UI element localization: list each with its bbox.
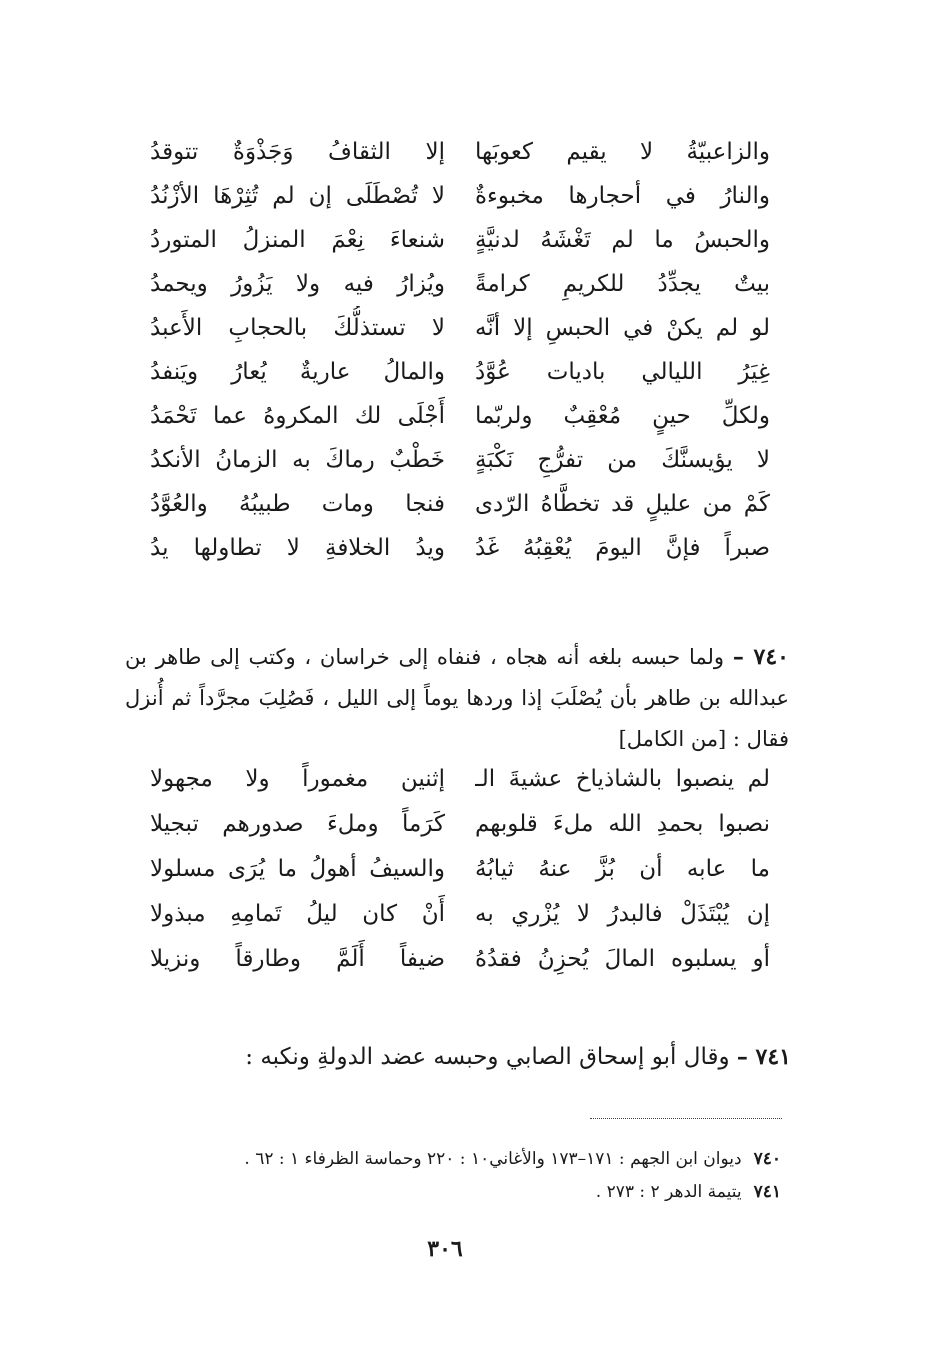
hemistich-first: والنارُ في أحجارها مخبوءةٌ xyxy=(475,183,770,209)
verse xyxy=(150,438,770,482)
footnotes xyxy=(141,1143,781,1209)
verse xyxy=(150,482,770,526)
verse xyxy=(150,130,770,174)
hemistich-first: لا يؤيسنَّكَ من تفرُّجِ نَكْبَةٍ xyxy=(475,447,770,473)
verse xyxy=(150,174,770,218)
hemistich-second: لا تُصْطَلَى إن لم تُثِرْهَا الأزْنُدُ xyxy=(150,183,445,209)
hemistich-first: ما عابه أن بُزَّ عنهُ ثيابُهُ xyxy=(475,856,770,882)
item-number: ٧٤٠ – xyxy=(732,644,789,670)
footnote-number: ٧٤٠ xyxy=(753,1149,781,1169)
verse xyxy=(150,350,770,394)
paragraph-740 xyxy=(125,637,789,760)
hemistich-first: بيتٌ يجدِّدُ للكريمِ كرامةً xyxy=(475,271,770,297)
hemistich-first: نصبوا بحمدِ الله ملءَ قلوبهم xyxy=(475,811,770,837)
hemistich-first: والزاعبيّةُ لا يقيم كعوبَها xyxy=(475,139,770,165)
hemistich-first: لم ينصبوا بالشاذياخ عشيةَ الـ xyxy=(475,766,770,792)
verse xyxy=(150,937,770,982)
hemistich-first: أو يسلبوه المالَ يُحزِنُ فقدُهُ xyxy=(475,946,770,972)
hemistich-second: خَطْبٌ رماكَ به الزمانُ الأنكدُ xyxy=(150,447,445,473)
verse xyxy=(150,757,770,802)
hemistich-first: كَمْ من عليلٍ قد تخطَّاهُ الرّدى xyxy=(475,491,770,517)
footnote-divider xyxy=(590,1118,782,1119)
hemistich-second: لا تستذلُّكَ بالحجابِ الأَعبدُ xyxy=(150,315,445,341)
paragraph-741 xyxy=(131,1037,791,1078)
verse xyxy=(150,218,770,262)
footnote xyxy=(141,1176,781,1209)
verse xyxy=(150,394,770,438)
hemistich-second: كَرَماً وملءَ صدورهم تبجيلا xyxy=(150,811,445,837)
verse xyxy=(150,526,770,570)
hemistich-second: إثنين مغموراً ولا مجهولا xyxy=(150,766,445,792)
hemistich-second: ويُزارُ فيه ولا يَزُورُ ويحمدُ xyxy=(150,271,445,297)
verse xyxy=(150,262,770,306)
footnote-number: ٧٤١ xyxy=(753,1182,781,1202)
poem-block-2 xyxy=(150,757,770,983)
hemistich-second: إلا الثقافُ وَجَذْوَةٌ تتوقدُ xyxy=(150,139,445,165)
hemistich-second: شنعاءَ نِعْمَ المنزلُ المتوردُ xyxy=(150,227,445,253)
paragraph-text: ولما حبسه بلغه أنه هجاه ، فنفاه إلى خراسان ، وكتب إلى طاهر بن عبدالله بن طاهر بأن يُصْلَبَ إذا وردها يوماً إلى الليل ، فَصُلِبَ مجرَّداً ثم أُنزل فقال : [من الكامل] xyxy=(125,645,789,751)
hemistich-first: لو لم يكنْ في الحبسِ إلا أنَّه xyxy=(475,315,770,341)
hemistich-first: غِيَرُ الليالي باديات عُوَّدُ xyxy=(475,359,770,385)
hemistich-first: صبراً فإنَّ اليومَ يُعْقِبُهُ غَدُ xyxy=(475,535,770,561)
hemistich-second: والمالُ عاريةٌ يُعارُ ويَنفدُ xyxy=(150,359,445,385)
hemistich-second: ضيفاً أَلَمَّ وطارقاً ونزيلا xyxy=(150,946,445,972)
hemistich-first: إن يُبْتَذَلْ فالبدرُ لا يُزْري به xyxy=(475,901,770,927)
footnote-text: يتيمة الدهر ٢ : ٢٧٣ . xyxy=(595,1182,742,1202)
hemistich-second: أَنْ كان ليلُ تَمامِهِ مبذولا xyxy=(150,901,445,927)
poem-block-1 xyxy=(150,130,770,570)
hemistich-second: أَجْلَى لك المكروهُ عما تَحْمَدُ xyxy=(150,403,445,429)
verse xyxy=(150,847,770,892)
verse xyxy=(150,892,770,937)
hemistich-first: والحبسُ ما لم تَغْشَهُ لدنيَّةٍ xyxy=(475,227,770,253)
item-number: ٧٤١ – xyxy=(736,1044,791,1070)
verse xyxy=(150,306,770,350)
page-number: ٣٠٦ xyxy=(427,1236,463,1262)
hemistich-second: والسيفُ أهولُ ما يُرَى مسلولا xyxy=(150,856,445,882)
hemistich-second: ويدُ الخلافةِ لا تطاولها يدُ xyxy=(150,535,445,561)
footnote xyxy=(141,1143,781,1176)
footnote-text: ديوان ابن الجهم : ١٧١–١٧٣ والأغاني١٠ : ٢٢٠ وحماسة الظرفاء ١ : ٦٢ . xyxy=(244,1149,742,1169)
hemistich-second: فنجا ومات طبيبُهُ والعُوَّدُ xyxy=(150,491,445,517)
paragraph-text: وقال أبو إسحاق الصابي وحبسه عضد الدولةِ ونكبه : xyxy=(245,1044,730,1070)
hemistich-first: ولكلِّ حينٍ مُعْقِبٌ ولربّما xyxy=(475,403,770,429)
verse xyxy=(150,802,770,847)
